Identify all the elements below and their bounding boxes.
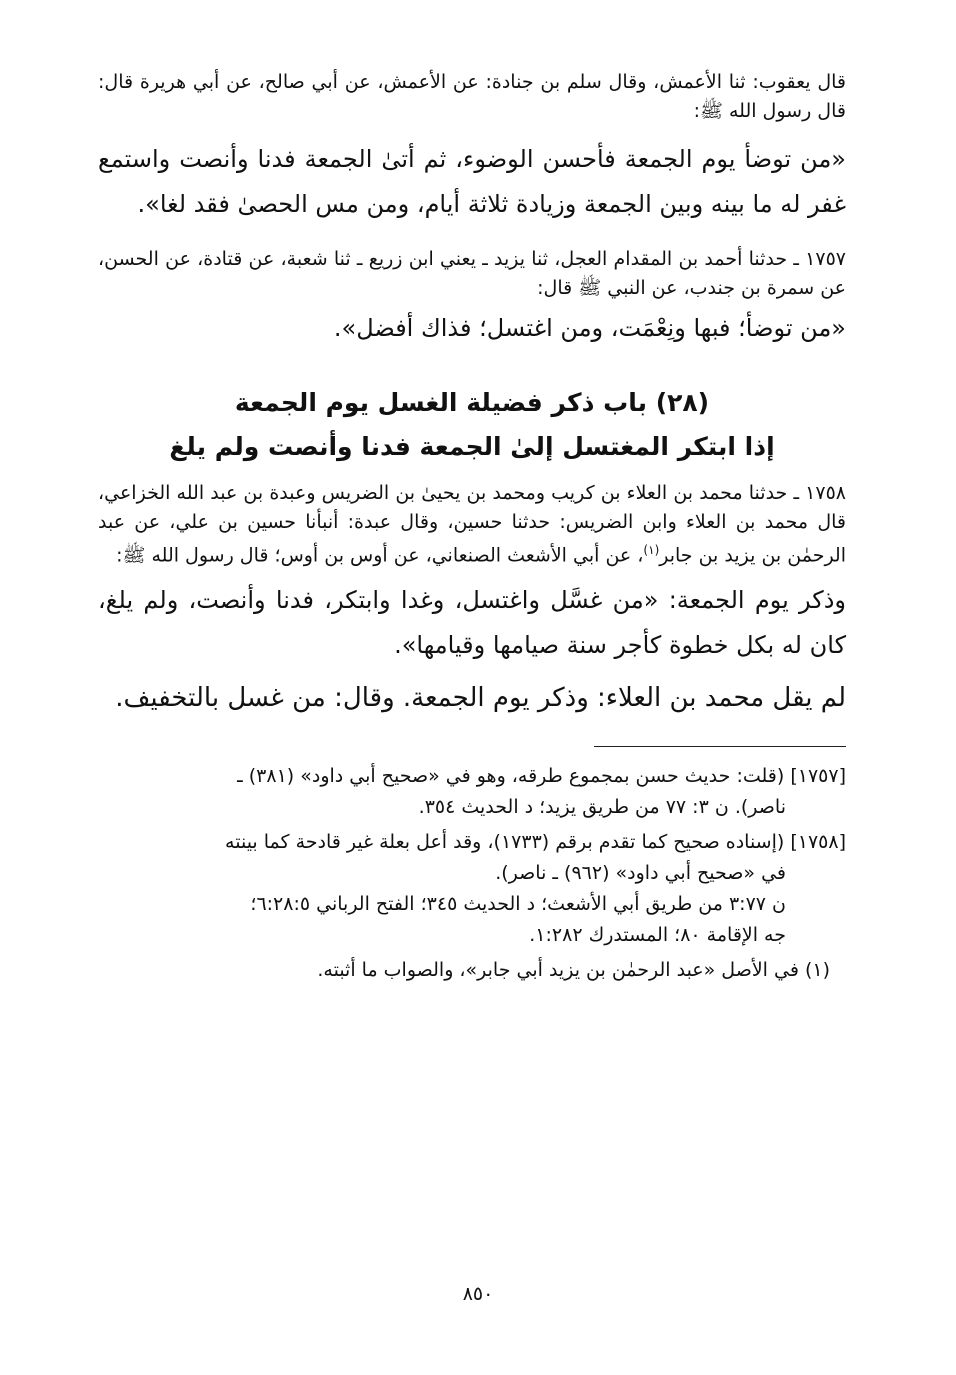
footnote-1757 — [98, 761, 846, 823]
page-number: ٨٥٠ — [462, 1283, 494, 1305]
footnote-1758-line-1: [١٧٥٨] (إسناده صحيح كما تقدم برقم (١٧٣٣)، وقد أعل بعلة غير قادحة كما بينته — [225, 830, 846, 853]
footnote-1758-line-4: جه الإقامة ٨٠؛ المستدرك ١:٢٨٢. — [529, 923, 786, 946]
hadith-1758-isnad-part-1: ١٧٥٨ ـ حدثنا محمد بن العلاء بن كريب ومحمد بن يحيىٰ بن الضريس وعبدة بن عبد الله الخزاعي، قال محمد بن العلاء وابن الضريس: حدثنا حسين، وقال عبدة: أنبأنا حسين بن علي، عن عبد الرحمٰن بن يزيد بن جابر — [98, 482, 846, 567]
hadith-1757-isnad: ١٧٥٧ ـ حدثنا أحمد بن المقدام العجل، ثنا يزيد ـ يعني ابن زريع ـ ثنا شعبة، عن قتادة، عن الحسن، عن سمرة بن جندب، عن النبي ﷺ قال: — [98, 248, 846, 299]
footnote-1-text: (١) في الأصل «عبد الرحمٰن بن يزيد أبي جابر»، والصواب ما أثبته. — [317, 958, 830, 981]
chapter-title-line-1: (٢٨) باب ذكر فضيلة الغسل يوم الجمعة — [234, 388, 710, 417]
footnote-1758 — [98, 827, 846, 951]
footnote-1758-line-3: ن ٣:٧٧ من طريق أبي الأشعث؛ د الحديث ٣٤٥؛ الفتح الرباني ٦:٢٨:٥؛ — [250, 892, 786, 915]
footnote-1757-line-2: ناصر). ن ٣: ٧٧ من طريق يزيد؛ د الحديث ٣٥٤. — [418, 795, 786, 818]
hadith-1756-matn: «من توضأ يوم الجمعة فأحسن الوضوء، ثم أتىٰ الجمعة فدنا وأنصت واستمع غفر له ما بينه وبين الجمعة وزيادة ثلاثة أيام، ومن مس الحصىٰ فقد لغا». — [98, 145, 846, 218]
hadith-1756-isnad: قال يعقوب: ثنا الأعمش، وقال سلم بن جنادة: عن الأعمش، عن أبي صالح، عن أبي هريرة قال: قال رسول الله ﷺ: — [98, 71, 846, 122]
footnote-1757-line-1: [١٧٥٧] (قلت: حديث حسن بمجموع طرقه، وهو في «صحيح أبي داود» (٣٨١) ـ — [237, 764, 846, 787]
hadith-1757-matn: «من توضأ؛ فبها ونِعْمَت، ومن اغتسل؛ فذاك أفضل». — [333, 314, 846, 342]
hadith-1758-isnad-part-2: ، عن أبي الأشعث الصنعاني، عن أوس بن أوس؛ قال رسول الله ﷺ: — [116, 544, 644, 567]
footnote-divider — [594, 746, 846, 747]
hadith-1758-comment: لم يقل محمد بن العلاء: وذكر يوم الجمعة. وقال: من غسل بالتخفيف. — [115, 682, 846, 713]
footnote-marker[interactable]: (١) — [643, 543, 660, 557]
chapter-title-line-2: إذا ابتكر المغتسل إلىٰ الجمعة فدنا وأنصت ولم يلغ — [169, 432, 775, 461]
footnote-1758-line-2: في «صحيح أبي داود» (٩٦٢) ـ ناصر). — [495, 861, 786, 884]
footnote-1 — [98, 955, 846, 986]
chapter-heading — [98, 381, 846, 469]
footnotes — [98, 761, 846, 986]
hadith-1758-matn: وذكر يوم الجمعة: «من غسَّل واغتسل، وغدا وابتكر، فدنا وأنصت، ولم يلغ، كان له بكل خطوة كأجر سنة صيامها وقيامها». — [98, 585, 846, 659]
hadith-1758-isnad — [98, 479, 846, 570]
